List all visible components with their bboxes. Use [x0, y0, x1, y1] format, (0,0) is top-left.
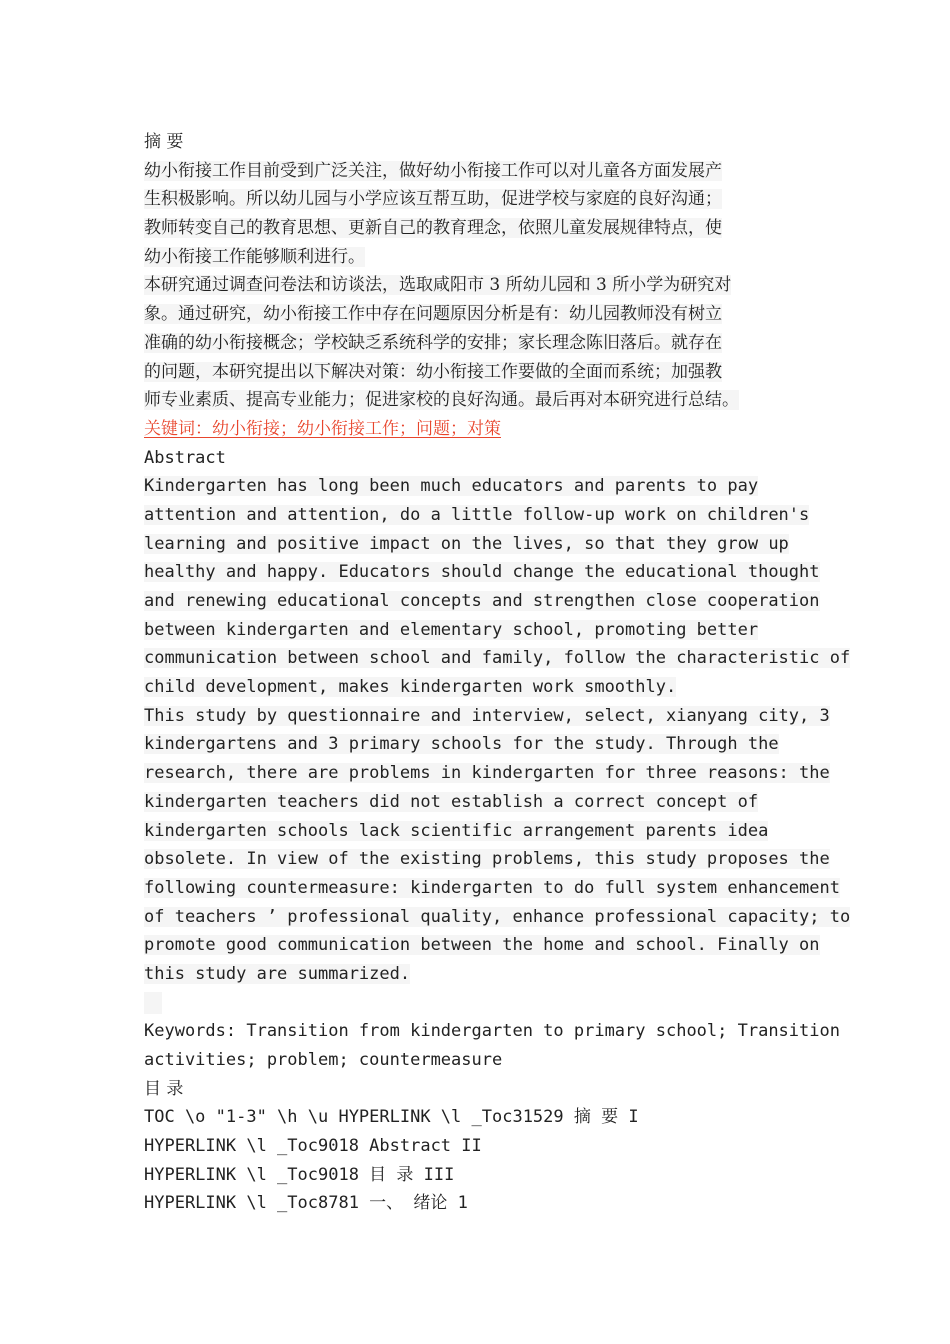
- abstract-en-p1-line: learning and positive impact on the lives, so that they grow up: [144, 533, 789, 554]
- abstract-cn-p1-line: 生积极影响。所以幼儿园与小学应该互帮互助，促进学校与家庭的良好沟通；: [144, 189, 722, 210]
- toc-heading: 目 录: [144, 1078, 184, 1099]
- abstract-en-p1-line: communication between school and family, follow the characteristic of: [144, 648, 851, 669]
- abstract-en-p2-line: This study by questionnaire and interview, select, xianyang city, 3: [144, 705, 830, 726]
- abstract-en-p2-line: research, there are problems in kindergarten for three reasons: the: [144, 763, 830, 784]
- abstract-en-p2-line: of teachers ’ professional quality, enhance professional capacity; to: [144, 906, 851, 927]
- abstract-cn-p1-line: 教师转变自己的教育思想、更新自己的教育理念，依照儿童发展规律特点，使: [144, 218, 722, 239]
- abstract-cn-paragraph-2: [144, 271, 824, 414]
- keywords-cn: 关键词：幼小衔接；幼小衔接工作；问题；对策: [144, 418, 501, 439]
- blank-highlight-line: [144, 989, 824, 1018]
- abstract-en-p1-line: and renewing educational concepts and strengthen close cooperation: [144, 591, 820, 611]
- abstract-cn-paragraph-1: [144, 157, 824, 272]
- abstract-en-p1-line: attention and attention, do a little follow-up work on children's: [144, 504, 810, 525]
- abstract-cn-p2-line: 师专业素质、提高专业能力；促进家校的良好沟通。最后再对本研究进行总结。: [144, 390, 739, 411]
- keywords-en-line: activities; problem; countermeasure: [144, 1050, 503, 1070]
- empty-paragraph-mark: [144, 992, 162, 1014]
- keywords-en: [144, 1017, 840, 1074]
- abstract-en-p2-line: kindergartens and 3 primary schools for the study. Through the: [144, 734, 779, 755]
- abstract-en-heading: Abstract: [144, 447, 226, 468]
- abstract-en-p1-line: child development, makes kindergarten work smoothly.: [144, 677, 677, 698]
- abstract-en-p2-line: kindergarten schools lack scientific arrangement parents idea: [144, 820, 769, 841]
- abstract-en-paragraph-1: [144, 472, 851, 702]
- abstract-en-p1-line: between kindergarten and elementary school, promoting better: [144, 619, 759, 640]
- abstract-en-p2-line: promote good communication between the home and school. Finally on: [144, 935, 820, 956]
- abstract-cn-p2-line: 本研究通过调查问卷法和访谈法，选取咸阳市 3 所幼儿园和 3 所小学为研究对: [144, 275, 732, 296]
- document-page: [144, 128, 851, 1218]
- abstract-en-p2-line: following countermeasure: kindergarten to do full system enhancement: [144, 877, 840, 898]
- abstract-en-p2-line: this study are summarized.: [144, 963, 411, 984]
- toc-entry-abstract-cn[interactable]: TOC \o "1-3" \h \u HYPERLINK \l _Toc31529 摘 要 I: [144, 1107, 639, 1128]
- abstract-cn-p1-line: 幼小衔接工作目前受到广泛关注，做好幼小衔接工作可以对儿童各方面发展产: [144, 160, 722, 181]
- abstract-en-p2-line: obsolete. In view of the existing problems, this study proposes the: [144, 849, 830, 870]
- abstract-cn-p2-line: 准确的幼小衔接概念；学校缺乏系统科学的安排；家长理念陈旧落后。就存在: [144, 332, 722, 353]
- abstract-en-paragraph-2: [144, 702, 851, 989]
- abstract-en-p1-line: healthy and happy. Educators should change the educational thought: [144, 562, 820, 583]
- abstract-en-p1-line: Kindergarten has long been much educators and parents to pay: [144, 476, 759, 497]
- abstract-en-p2-line: kindergarten teachers did not establish a correct concept of: [144, 791, 759, 812]
- abstract-cn-p2-line: 象。通过研究，幼小衔接工作中存在问题原因分析是有：幼儿园教师没有树立: [144, 304, 722, 325]
- toc-entry-contents[interactable]: HYPERLINK \l _Toc9018 目 录 III: [144, 1164, 455, 1185]
- toc-entry-introduction[interactable]: HYPERLINK \l _Toc8781 一、 绪论 1: [144, 1193, 468, 1214]
- abstract-cn-p1-line: 幼小衔接工作能够顺利进行。: [144, 246, 365, 267]
- abstract-cn-heading: 摘 要: [144, 132, 184, 152]
- abstract-cn-p2-line: 的问题，本研究提出以下解决对策：幼小衔接工作要做的全面而系统；加强教: [144, 361, 722, 382]
- keywords-en-line: Keywords: Transition from kindergarten to primary school; Transition: [144, 1021, 840, 1042]
- toc-entry-abstract-en[interactable]: HYPERLINK \l _Toc9018 Abstract II: [144, 1136, 482, 1157]
- toc-list: [144, 1103, 824, 1218]
